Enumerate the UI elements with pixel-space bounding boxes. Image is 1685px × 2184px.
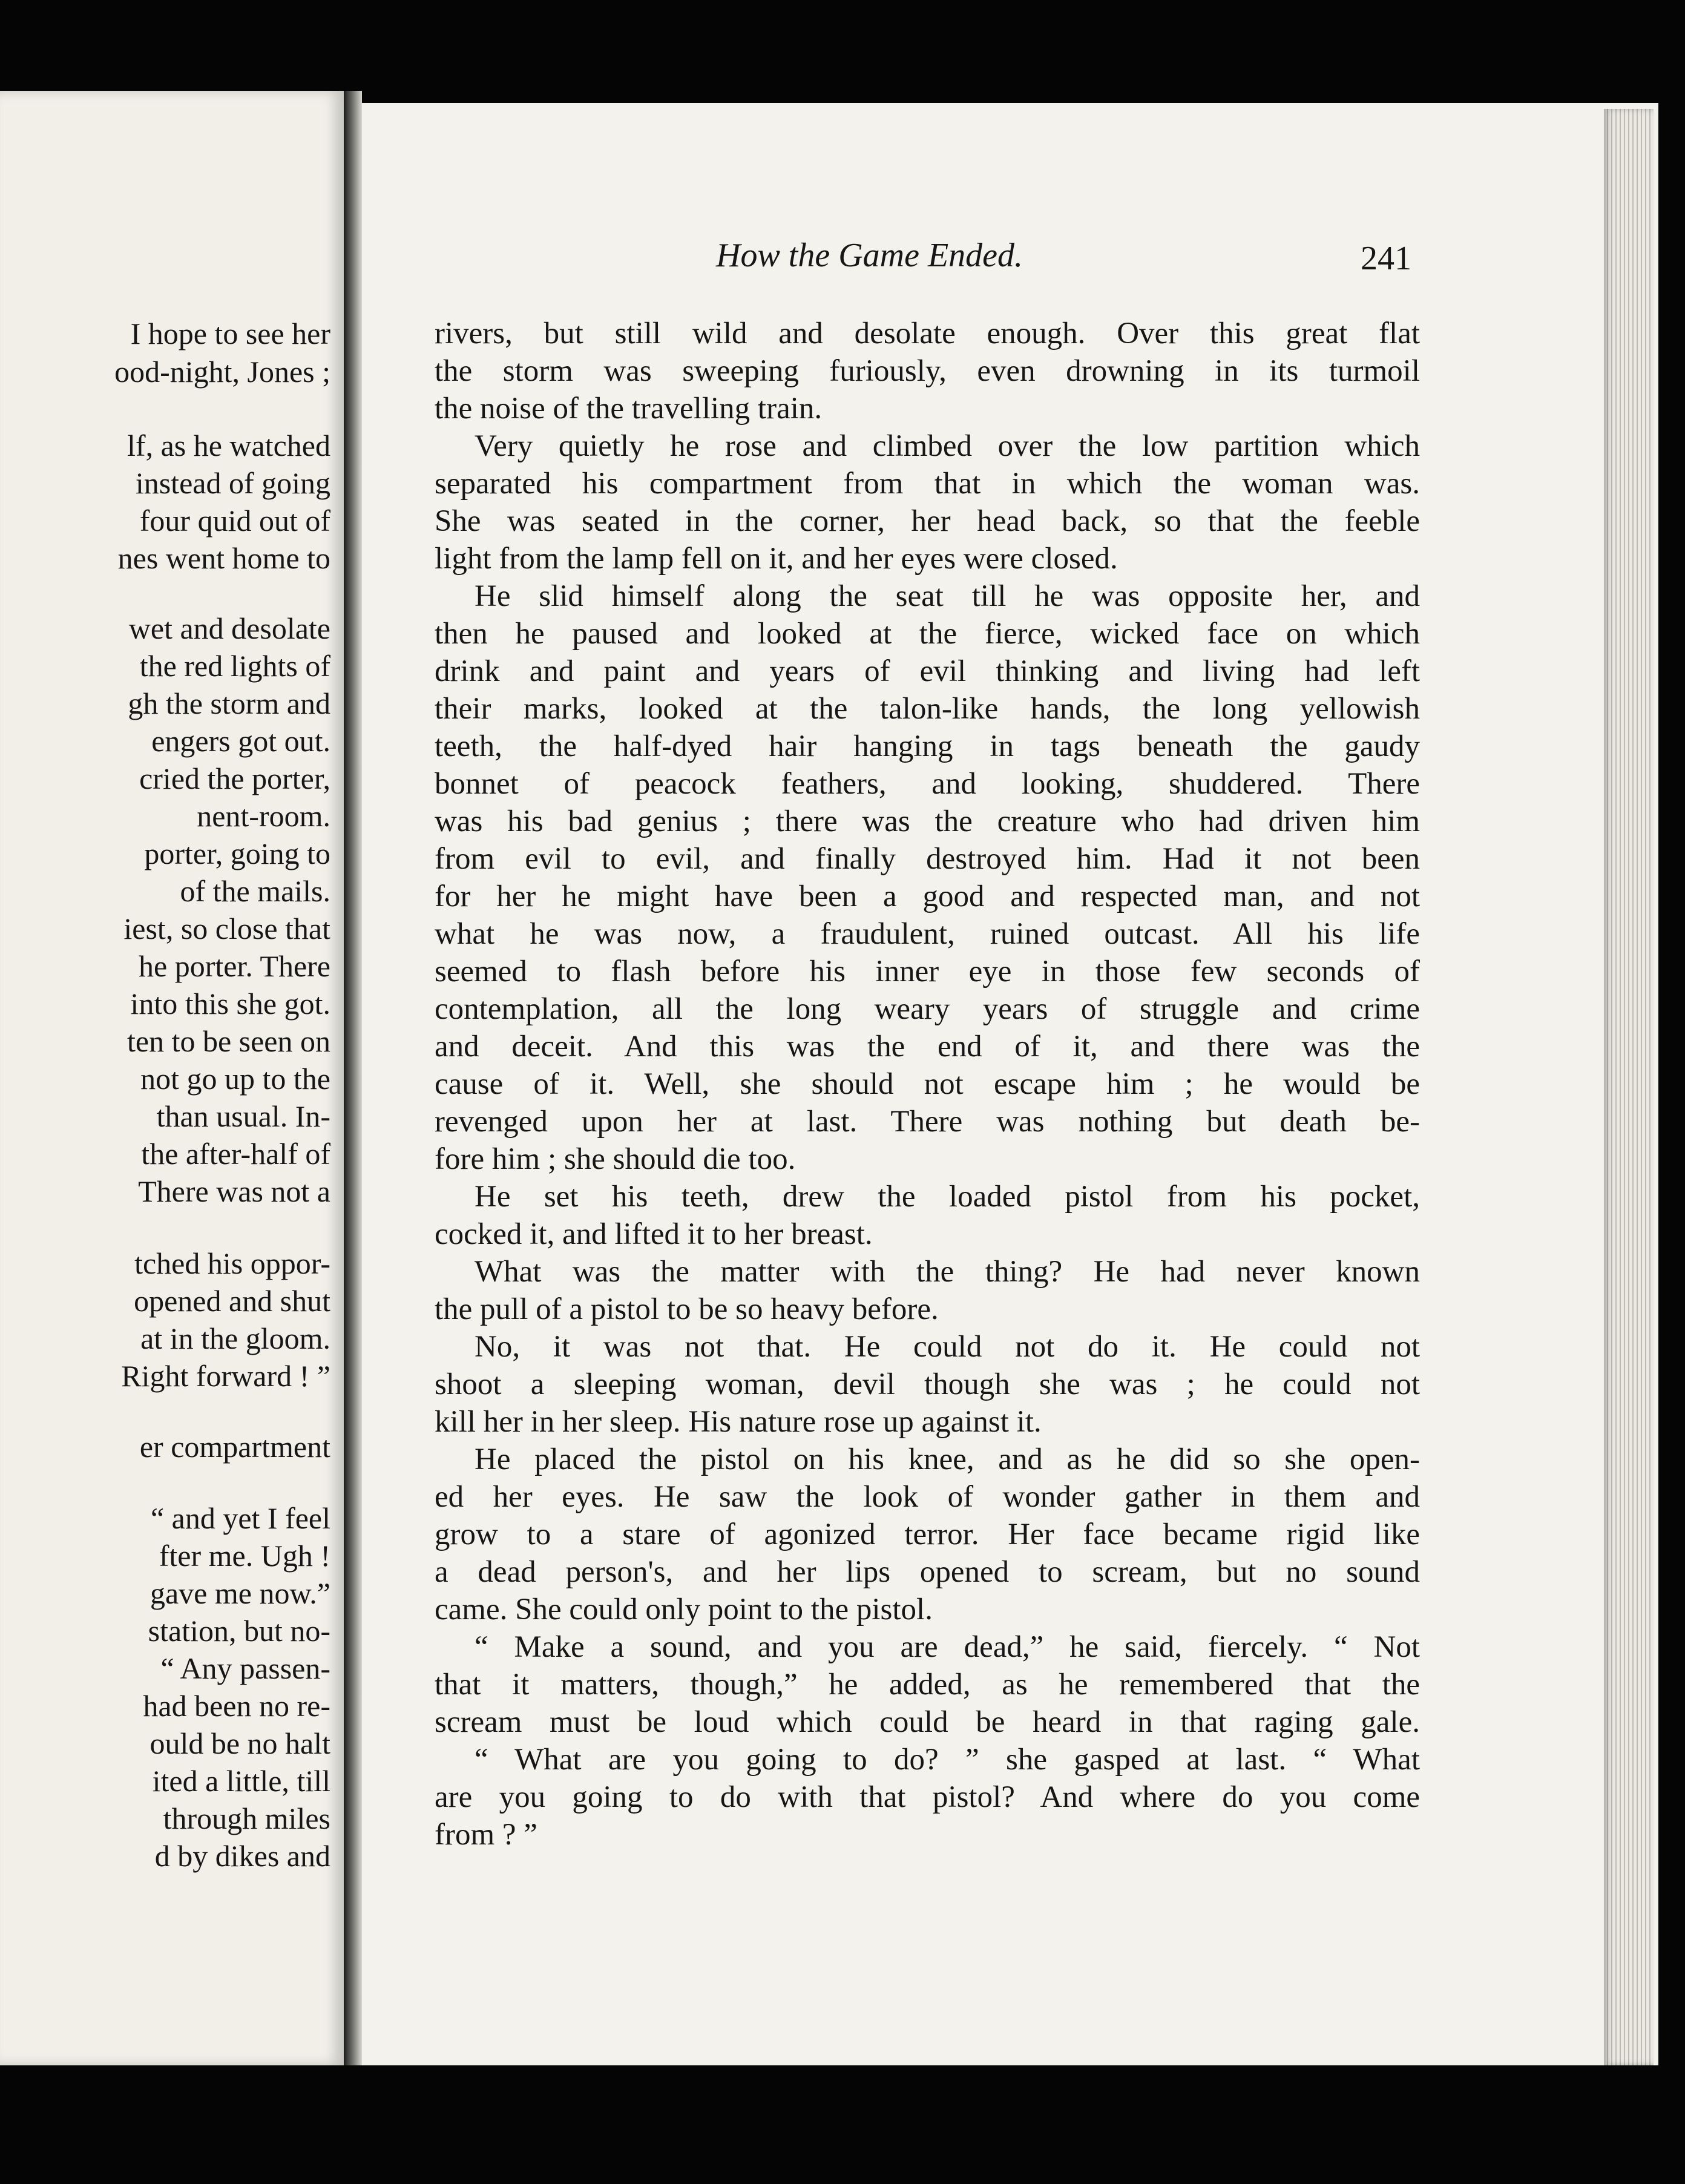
text-line: are you going to do with that pistol? And where do you come: [435, 1780, 1420, 1814]
left-line: gh the storm and: [128, 686, 330, 720]
text-line: light from the lamp fell on it, and her eyes were closed.: [435, 542, 1118, 576]
text-line: “ Make a sound, and you are dead,” he said, fiercely. “ Not: [475, 1630, 1420, 1664]
text-line: She was seated in the corner, her head back, so that the feeble: [435, 504, 1420, 538]
running-head: How the Game Ended.: [716, 237, 1023, 274]
left-line: porter, going to: [144, 837, 330, 870]
text-line: ed her eyes. He saw the look of wonder gather in them and: [435, 1480, 1420, 1514]
text-line: separated his compartment from that in which the woman was.: [435, 467, 1420, 501]
text-line: a dead person's, and her lips opened to scream, but no sound: [435, 1555, 1420, 1589]
left-line: four quid out of: [139, 504, 330, 538]
text-line: teeth, the half-dyed hair hanging in tags beneath the gaudy: [435, 729, 1420, 763]
text-line: what he was now, a fraudulent, ruined outcast. All his life: [435, 917, 1420, 951]
page-edges: [1604, 109, 1654, 2065]
left-line: nent-room.: [197, 799, 330, 833]
text-line: cocked it, and lifted it to her breast.: [435, 1217, 873, 1251]
left-line: the red lights of: [139, 649, 330, 683]
left-line: he porter. There: [139, 949, 330, 983]
text-line: shoot a sleeping woman, devil though she was ; he could not: [435, 1367, 1420, 1401]
text-line: contemplation, all the long weary years of struggle and crime: [435, 992, 1420, 1026]
text-line: then he paused and looked at the fierce, wicked face on which: [435, 617, 1420, 651]
text-line: from evil to evil, and finally destroyed him. Had it not been: [435, 842, 1420, 876]
left-line: tched his oppor-: [134, 1246, 330, 1280]
left-line: station, but no-: [148, 1614, 330, 1648]
text-line: was his bad genius ; there was the creature who had driven him: [435, 804, 1420, 838]
text-line: He set his teeth, drew the loaded pistol from his pocket,: [475, 1180, 1420, 1214]
text-line: fore him ; she should die too.: [435, 1142, 796, 1176]
text-line: grow to a stare of agonized terror. Her face became rigid like: [435, 1518, 1420, 1551]
body-text: [435, 315, 1420, 1853]
text-line: came. She could only point to the pistol.: [435, 1593, 933, 1626]
left-line: “ Any passen-: [160, 1651, 330, 1685]
page-number: 241: [1361, 240, 1411, 277]
text-line: cause of it. Well, she should not escape him ; he would be: [435, 1067, 1420, 1101]
left-line: iest, so close that: [123, 912, 330, 946]
text-line: drink and paint and years of evil thinking and living had left: [435, 654, 1420, 688]
text-line: rivers, but still wild and desolate enough. Over this great flat: [435, 317, 1420, 350]
left-line: I hope to see her: [130, 317, 330, 350]
text-line: that it matters, though,” he added, as he remembered that the: [435, 1668, 1420, 1702]
left-line: of the mails.: [180, 874, 330, 908]
left-line: ited a little, till: [152, 1764, 330, 1798]
text-line: bonnet of peacock feathers, and looking, shuddered. There: [435, 767, 1420, 801]
left-line: nes went home to: [117, 541, 330, 575]
left-line: “ and yet I feel: [150, 1501, 330, 1535]
text-line: revenged upon her at last. There was nothing but death be-: [435, 1105, 1420, 1139]
left-line: cried the porter,: [139, 761, 330, 795]
left-line: the after-half of: [141, 1137, 330, 1171]
left-line: d by dikes and: [154, 1839, 330, 1873]
left-line: ten to be seen on: [126, 1024, 330, 1058]
text-line: seemed to flash before his inner eye in those few seconds of: [435, 955, 1420, 988]
left-line: than usual. In-: [156, 1099, 330, 1133]
left-line: had been no re-: [143, 1689, 330, 1723]
text-line: and deceit. And this was the end of it, and there was the: [435, 1030, 1420, 1064]
text-line: No, it was not that. He could not do it. He could not: [475, 1330, 1420, 1364]
left-line: ould be no halt: [149, 1726, 330, 1760]
left-line: not go up to the: [140, 1062, 330, 1096]
left-line: into this she got.: [130, 987, 330, 1021]
left-line: gave me now.”: [149, 1576, 330, 1610]
left-line: instead of going: [135, 466, 330, 500]
left-line: opened and shut: [134, 1284, 330, 1318]
left-line: fter me. Ugh !: [159, 1539, 330, 1573]
text-line: the storm was sweeping furiously, even drowning in its turmoil: [435, 354, 1420, 388]
left-page: [0, 91, 344, 2065]
left-line: There was not a: [138, 1174, 330, 1208]
text-line: Very quietly he rose and climbed over the low partition which: [475, 429, 1420, 463]
left-line: Right forward ! ”: [121, 1359, 330, 1393]
text-line: their marks, looked at the talon-like hands, the long yellowish: [435, 692, 1420, 726]
text-line: scream must be loud which could be heard in that raging gale.: [435, 1705, 1420, 1739]
left-line: engers got out.: [151, 724, 330, 758]
left-line: wet and desolate: [128, 611, 330, 645]
text-line: for her he might have been a good and respected man, and not: [435, 880, 1420, 913]
left-line: ood-night, Jones ;: [114, 355, 330, 389]
book-gutter: [344, 91, 362, 2065]
text-line: kill her in her sleep. His nature rose up against it.: [435, 1405, 1042, 1439]
left-line: at in the gloom.: [140, 1321, 330, 1355]
text-line: the pull of a pistol to be so heavy before.: [435, 1292, 939, 1326]
left-line: lf, as he watched: [127, 429, 330, 462]
text-line: He placed the pistol on his knee, and as he did so she open-: [475, 1442, 1420, 1476]
text-line: “ What are you going to do? ” she gasped at last. “ What: [475, 1743, 1420, 1777]
text-line: the noise of the travelling train.: [435, 392, 823, 426]
left-line: er compartment: [139, 1430, 330, 1464]
left-line: through miles: [163, 1801, 330, 1835]
text-line: He slid himself along the seat till he was opposite her, and: [475, 579, 1420, 613]
text-line: What was the matter with the thing? He had never known: [475, 1255, 1420, 1289]
text-line: from ? ”: [435, 1818, 537, 1852]
